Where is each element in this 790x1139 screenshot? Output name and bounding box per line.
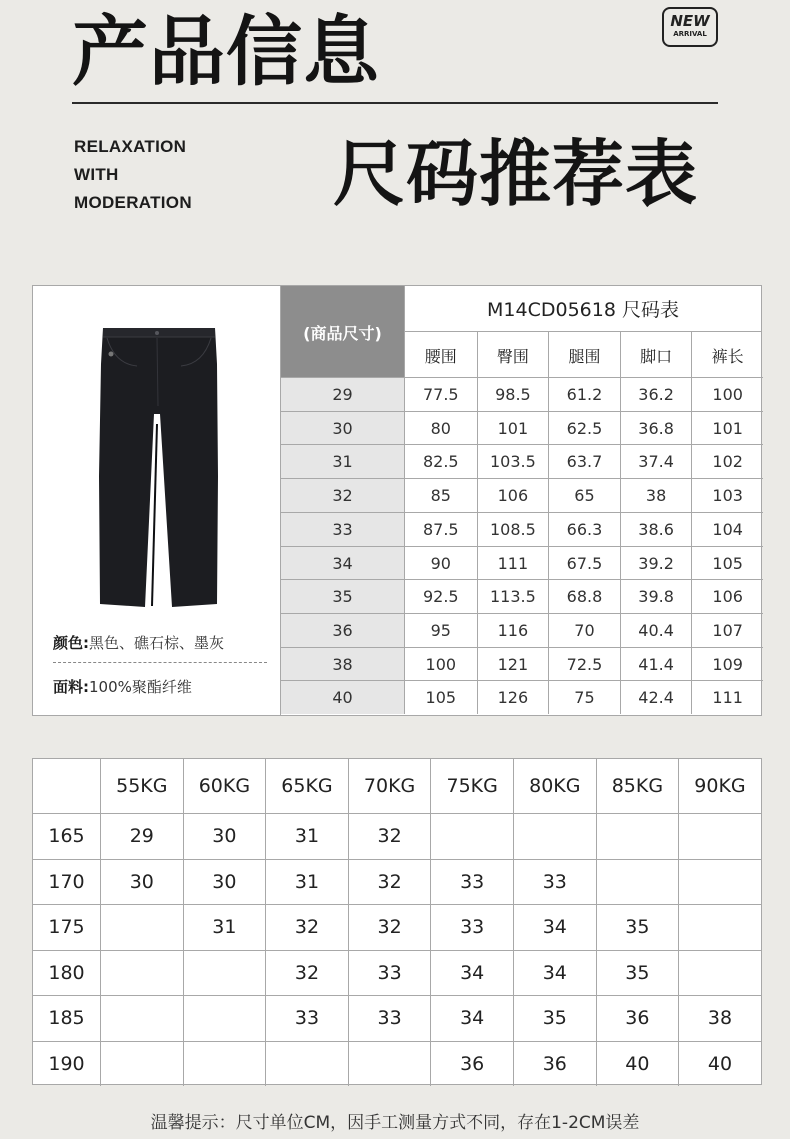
- recommended-size-cell: [678, 950, 761, 996]
- recommended-size-cell: 35: [596, 904, 679, 950]
- size-measurement-cell: 72.5: [548, 647, 620, 681]
- tagline-line-2: WITH: [74, 165, 119, 184]
- recommended-size-cell: 32: [348, 904, 431, 950]
- title-divider: [72, 102, 718, 104]
- table-corner-cell: [33, 759, 100, 813]
- size-label: 38: [281, 647, 405, 681]
- size-measurement-cell: 108.5: [477, 512, 549, 546]
- size-measurement-cell: 85: [405, 478, 477, 512]
- recommended-size-cell: 33: [430, 904, 513, 950]
- recommended-size-cell: 30: [183, 813, 266, 859]
- badge-sub-text: ARRIVAL: [673, 30, 707, 38]
- size-measurement-cell: 70: [548, 613, 620, 647]
- size-measurement-cell: 111: [691, 680, 763, 714]
- recommended-size-cell: [348, 1041, 431, 1087]
- recommended-size-cell: 30: [183, 859, 266, 905]
- meta-divider: [53, 662, 267, 663]
- recommended-size-cell: 32: [265, 950, 348, 996]
- size-measurement-cell: 67.5: [548, 546, 620, 580]
- size-measurement-cell: 36.2: [620, 377, 692, 411]
- size-measurement-cell: 68.8: [548, 579, 620, 613]
- size-measurement-cell: 63.7: [548, 444, 620, 478]
- section-title: 尺码推荐表: [333, 132, 699, 216]
- size-measurement-cell: 62.5: [548, 411, 620, 445]
- size-code-header: (商品尺寸): [281, 286, 405, 378]
- recommended-size-cell: [678, 813, 761, 859]
- recommended-size-cell: [430, 813, 513, 859]
- weight-header: 75KG: [430, 759, 513, 813]
- size-measurement-cell: 36.8: [620, 411, 692, 445]
- color-info: [53, 632, 224, 653]
- size-measurement-cell: 101: [691, 411, 763, 445]
- badge-main-text: NEW: [670, 12, 710, 30]
- weight-header: 85KG: [596, 759, 679, 813]
- size-label: 31: [281, 444, 405, 478]
- size-measurement-cell: 105: [691, 546, 763, 580]
- height-label: 190: [33, 1041, 100, 1087]
- size-label: 32: [281, 478, 405, 512]
- recommended-size-cell: 31: [265, 813, 348, 859]
- size-table-title: M14CD05618 尺码表: [405, 286, 761, 332]
- size-label: 34: [281, 546, 405, 580]
- size-measurement-cell: 103.5: [477, 444, 549, 478]
- recommended-size-cell: 34: [513, 904, 596, 950]
- weight-header: 60KG: [183, 759, 266, 813]
- color-value: 黑色、礁石棕、墨灰: [89, 634, 225, 652]
- recommended-size-cell: 36: [430, 1041, 513, 1087]
- height-label: 185: [33, 995, 100, 1041]
- tagline-line-1: RELAXATION: [74, 137, 187, 156]
- size-column-header: 臀围: [477, 332, 549, 378]
- size-measurement-cell: 40.4: [620, 613, 692, 647]
- size-measurement-cell: 106: [691, 579, 763, 613]
- size-measurement-cell: 102: [691, 444, 763, 478]
- size-column-header: 腿围: [548, 332, 620, 378]
- size-measurement-cell: 80: [405, 411, 477, 445]
- recommended-size-cell: 32: [265, 904, 348, 950]
- recommended-size-cell: [596, 859, 679, 905]
- size-label: 30: [281, 411, 405, 445]
- size-measurement-cell: 42.4: [620, 680, 692, 714]
- pants-product-image: [97, 324, 219, 608]
- fabric-label: 面料:: [53, 678, 89, 696]
- height-label: 180: [33, 950, 100, 996]
- size-label: 29: [281, 377, 405, 411]
- page-title: 产品信息: [72, 7, 380, 96]
- size-measurement-cell: 121: [477, 647, 549, 681]
- recommended-size-cell: [596, 813, 679, 859]
- recommended-size-cell: 33: [513, 859, 596, 905]
- recommended-size-cell: [100, 904, 183, 950]
- size-column-header: 脚口: [620, 332, 692, 378]
- recommended-size-cell: 29: [100, 813, 183, 859]
- recommended-size-cell: [265, 1041, 348, 1087]
- recommended-size-cell: [678, 904, 761, 950]
- size-measurement-cell: 38: [620, 478, 692, 512]
- weight-header: 90KG: [678, 759, 761, 813]
- size-measurement-cell: 87.5: [405, 512, 477, 546]
- size-measurement-cell: 100: [691, 377, 763, 411]
- size-measurement-cell: 41.4: [620, 647, 692, 681]
- size-measurement-cell: 92.5: [405, 579, 477, 613]
- size-measurement-cell: 113.5: [477, 579, 549, 613]
- recommended-size-cell: [100, 995, 183, 1041]
- recommended-size-cell: [100, 1041, 183, 1087]
- size-measurement-cell: 104: [691, 512, 763, 546]
- recommended-size-cell: 30: [100, 859, 183, 905]
- recommended-size-cell: 33: [348, 995, 431, 1041]
- size-measurement-cell: 39.2: [620, 546, 692, 580]
- size-label: 35: [281, 579, 405, 613]
- weight-header: 65KG: [265, 759, 348, 813]
- color-label: 颜色:: [53, 634, 89, 652]
- size-measurement-cell: 98.5: [477, 377, 549, 411]
- size-column-header: 腰围: [424, 346, 457, 366]
- recommended-size-cell: 36: [596, 995, 679, 1041]
- size-measurement-cell: 37.4: [620, 444, 692, 478]
- size-recommendation-table: [32, 758, 762, 1085]
- size-column-header: 裤长: [691, 332, 763, 378]
- recommended-size-cell: [100, 950, 183, 996]
- recommended-size-cell: 34: [430, 995, 513, 1041]
- size-measurement-cell: 38.6: [620, 512, 692, 546]
- size-measurement-cell: 95: [405, 613, 477, 647]
- size-measurement-cell: 39.8: [620, 579, 692, 613]
- recommended-size-cell: 31: [183, 904, 266, 950]
- size-measurement-cell: 103: [691, 478, 763, 512]
- tagline-line-3: MODERATION: [74, 193, 192, 212]
- size-chart-panel: [32, 285, 762, 716]
- size-label: 36: [281, 613, 405, 647]
- weight-header: 70KG: [348, 759, 431, 813]
- recommended-size-cell: 36: [513, 1041, 596, 1087]
- size-measurement-cell: 107: [691, 613, 763, 647]
- recommended-size-cell: [183, 1041, 266, 1087]
- weight-header: 80KG: [513, 759, 596, 813]
- recommended-size-cell: 35: [513, 995, 596, 1041]
- size-measurement-cell: 65: [548, 478, 620, 512]
- size-measurement-cell: 61.2: [548, 377, 620, 411]
- size-measurement-cell: 77.5: [405, 377, 477, 411]
- height-label: 170: [33, 859, 100, 905]
- product-image-cell: [33, 286, 281, 715]
- recommended-size-cell: 33: [430, 859, 513, 905]
- fabric-info: [53, 676, 192, 697]
- measurement-note: 温馨提示：尺寸单位CM，因手工测量方式不同，存在1-2CM误差: [150, 1113, 640, 1133]
- height-label: 175: [33, 904, 100, 950]
- recommended-size-cell: 38: [678, 995, 761, 1041]
- size-measurement-cell: 105: [405, 680, 477, 714]
- recommended-size-cell: 33: [265, 995, 348, 1041]
- size-measurement-cell: 90: [405, 546, 477, 580]
- size-measurement-cell: 82.5: [405, 444, 477, 478]
- weight-header: 55KG: [100, 759, 183, 813]
- size-measurement-cell: 106: [477, 478, 549, 512]
- recommended-size-cell: 34: [513, 950, 596, 996]
- recommended-size-cell: [513, 813, 596, 859]
- recommended-size-cell: 40: [678, 1041, 761, 1087]
- recommended-size-cell: 32: [348, 813, 431, 859]
- new-arrival-badge: [662, 7, 718, 47]
- size-measurement-cell: 126: [477, 680, 549, 714]
- recommended-size-cell: [678, 859, 761, 905]
- recommended-size-cell: [183, 995, 266, 1041]
- size-measurement-cell: 109: [691, 647, 763, 681]
- size-measurement-cell: 66.3: [548, 512, 620, 546]
- recommended-size-cell: 34: [430, 950, 513, 996]
- size-label: 40: [281, 680, 405, 714]
- size-measurement-cell: 100: [405, 647, 477, 681]
- recommended-size-cell: 32: [348, 859, 431, 905]
- fabric-value: 100%聚酯纤维: [89, 678, 192, 696]
- size-measurement-cell: 101: [477, 411, 549, 445]
- recommended-size-cell: 31: [265, 859, 348, 905]
- recommended-size-cell: 35: [596, 950, 679, 996]
- size-measurement-cell: 111: [477, 546, 549, 580]
- recommended-size-cell: [183, 950, 266, 996]
- size-measurement-cell: 75: [548, 680, 620, 714]
- size-measurement-cell: 116: [477, 613, 549, 647]
- recommended-size-cell: 33: [348, 950, 431, 996]
- recommended-size-cell: 40: [596, 1041, 679, 1087]
- height-label: 165: [33, 813, 100, 859]
- size-label: 33: [281, 512, 405, 546]
